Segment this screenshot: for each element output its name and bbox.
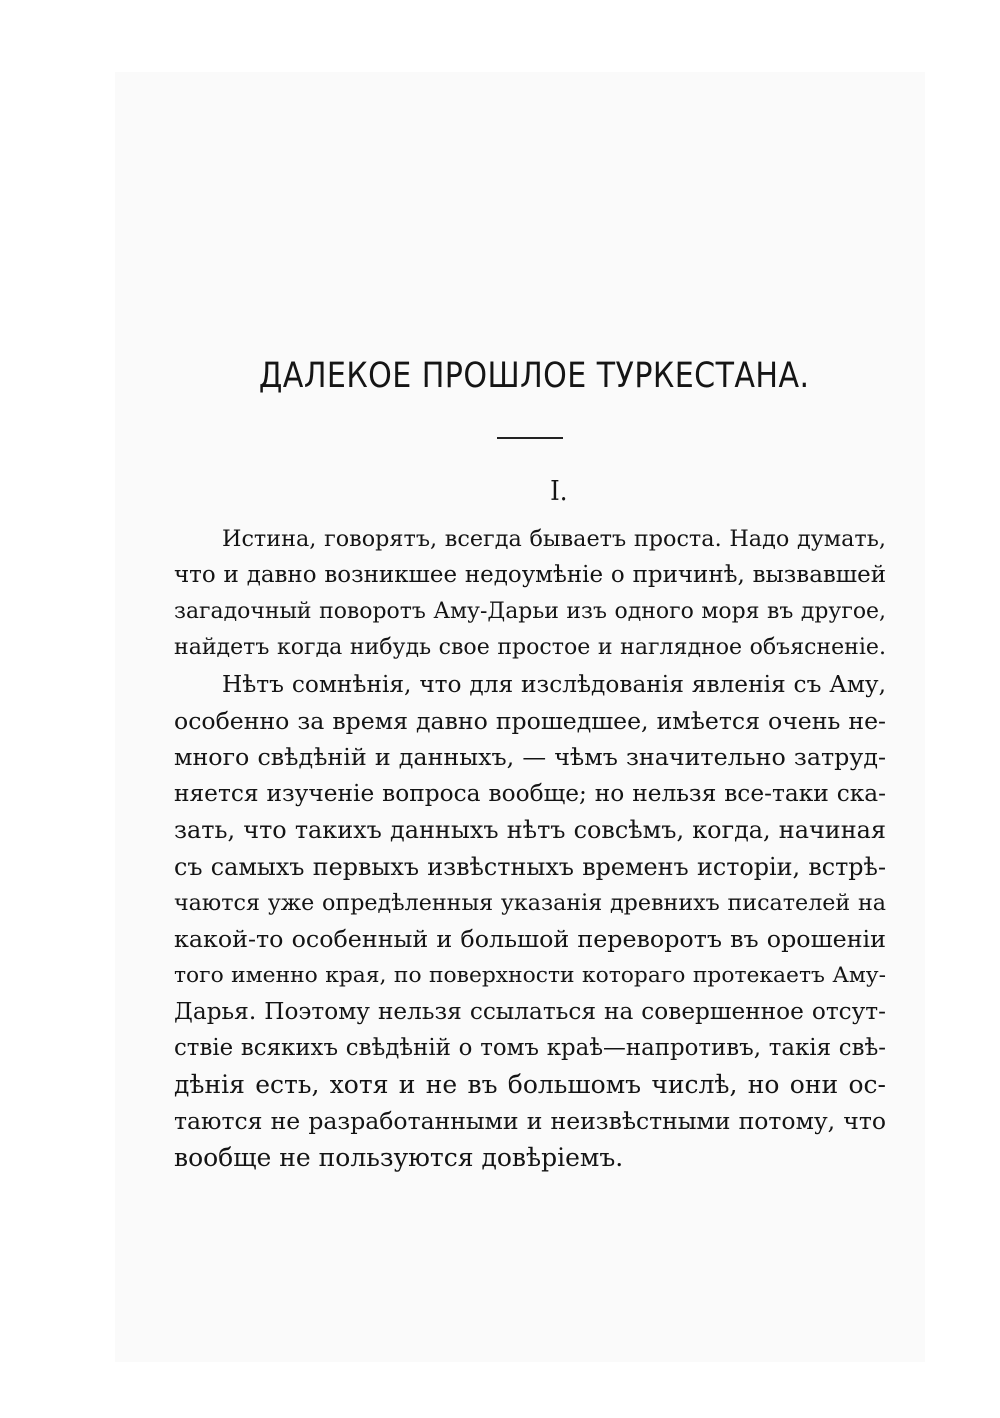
text-line: Дарья. Поэтому нельзя ссылаться на совершенное отсут- [174,998,886,1026]
text-line: того именно края, по поверхности котораго протекаетъ Аму- [174,962,886,988]
text-line: няется изученіе вопроса вообще; но нельзя все-таки ска- [174,779,886,807]
paragraph-2 [174,667,886,1176]
page-title: ДАЛЕКОЕ ПРОШЛОЕ ТУРКЕСТАНА. [258,356,810,396]
text-line: чаются уже опредѣленныя указанія древнихъ писателей на [174,889,886,916]
text-line: ствіе всякихъ свѣдѣній о томъ краѣ—напротивъ, такія свѣ- [174,1035,886,1062]
text-line: Истина, говорятъ, всегда бываетъ проста. Надо думать, [222,526,886,552]
text-line: вообще не пользуются довѣріемъ. [174,1142,624,1172]
text-line: особенно за время давно прошедшее, имѣется очень не- [174,706,886,735]
text-line: зать, что такихъ данныхъ нѣтъ совсѣмъ, когда, начиная [174,816,886,845]
text-line: дѣнія есть, хотя и не въ большомъ числѣ, но они ос- [174,1069,886,1099]
text-line: какой-то особенный и большой переворотъ въ орошеніи [174,925,886,954]
text-line: много свѣдѣній и данныхъ, — чѣмъ значительно затруд- [174,743,886,772]
body-text [174,521,886,1176]
text-line: Нѣтъ сомнѣнія, что для изслѣдованія явленія съ Аму, [222,670,886,698]
text-line: съ самыхъ первыхъ извѣстныхъ временъ исторіи, встрѣ- [174,852,886,881]
text-line: найдетъ когда нибудь свое простое и наглядное объясненіе. [174,635,886,661]
text-line: таются не разработанными и неизвѣстными потому, что [174,1107,886,1136]
text-line: загадочный поворотъ Аму-Дарьи изъ одного моря въ другое, [174,598,886,624]
title-divider [497,437,563,439]
text-line: что и давно возникшее недоумѣніе о причинѣ, вызвавшей [174,562,886,589]
paragraph-1 [174,521,886,667]
section-number: I. [550,476,568,507]
